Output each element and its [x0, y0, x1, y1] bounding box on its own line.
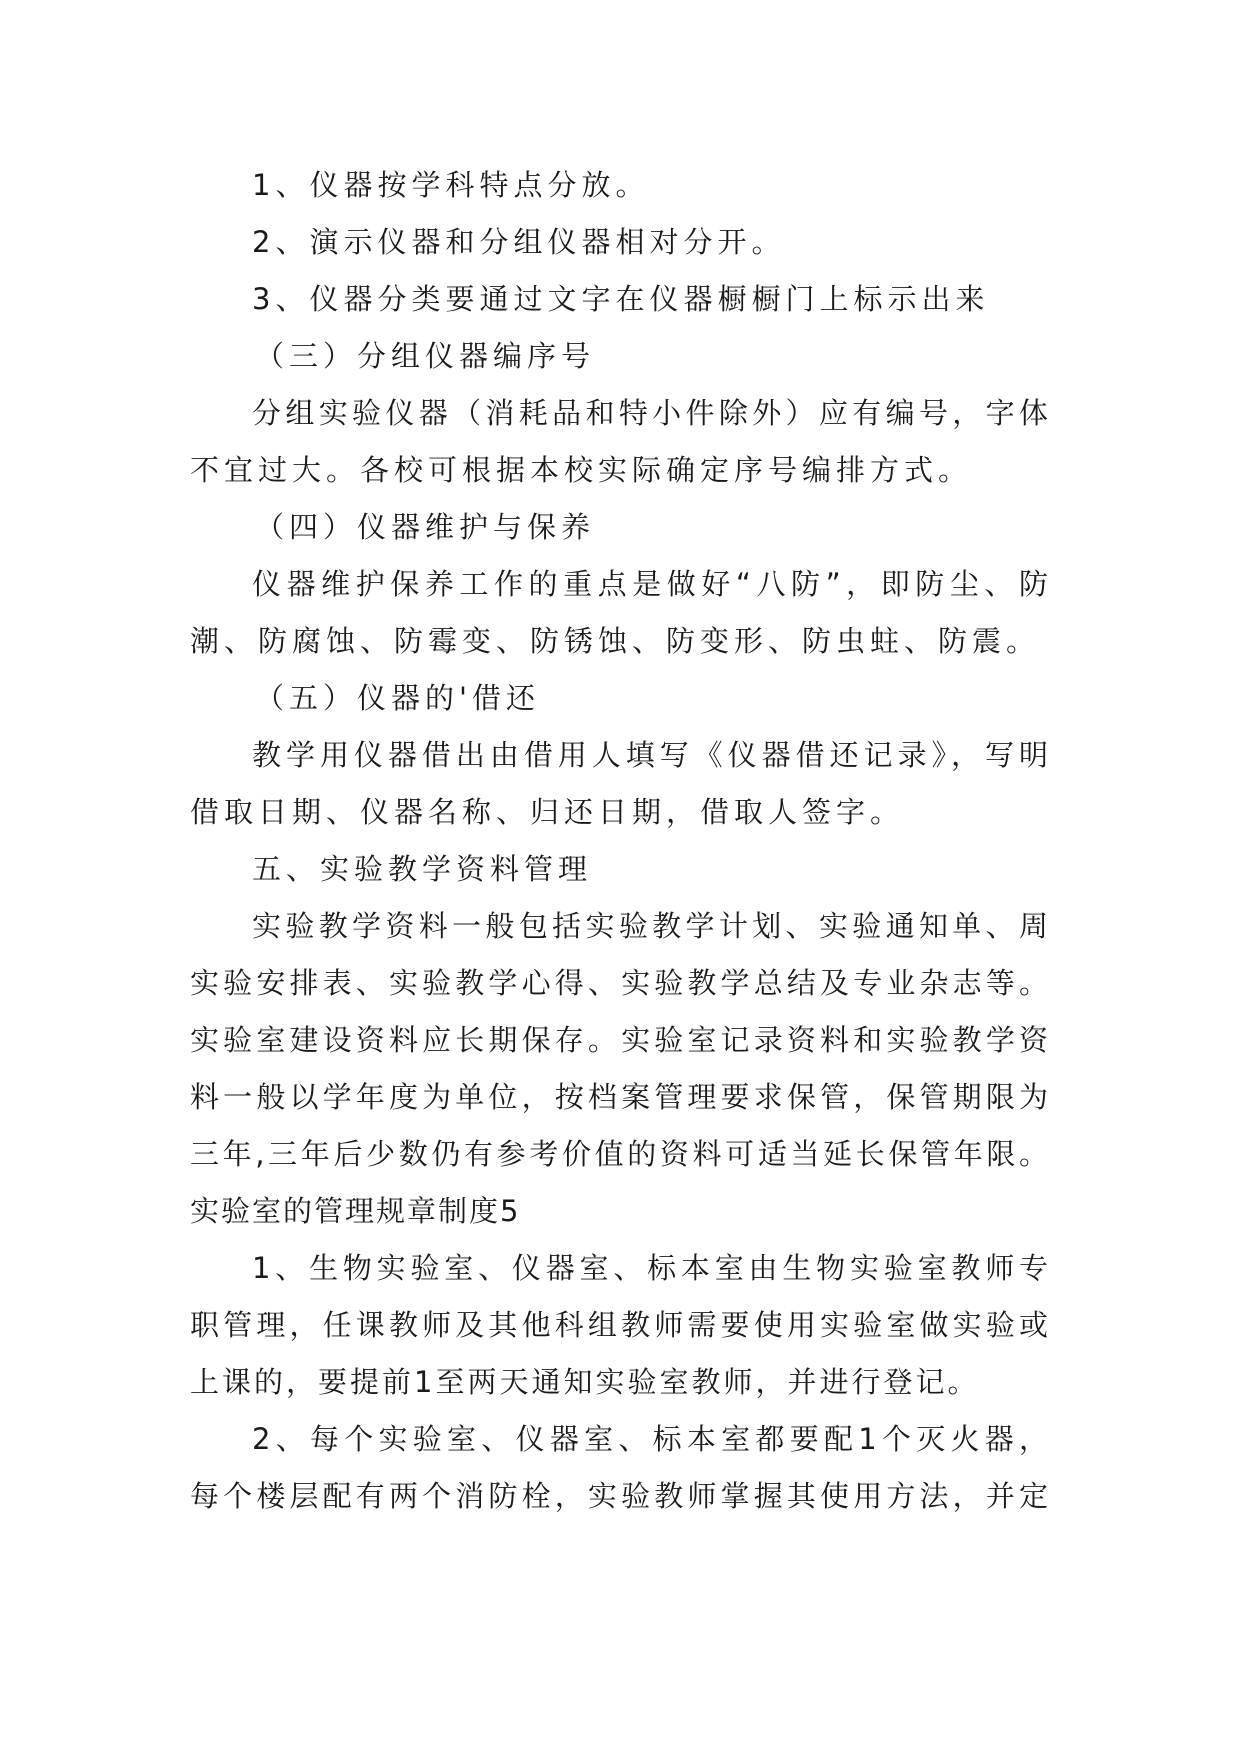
paragraph-line: 教学用仪器借出由借用人填写《仪器借还记录》，写明	[252, 738, 1048, 772]
paragraph-line: 上课的，要提前1至两天通知实验室教师，并进行登记。	[190, 1365, 980, 1399]
section-heading-five: 五、实验教学资料管理	[252, 852, 593, 886]
paragraph-line: 1、生物实验室、仪器室、标本室由生物实验室教师专	[252, 1251, 1048, 1285]
paragraph-line: 实验安排表、实验教学心得、实验教学总结及专业杂志等。	[190, 966, 1048, 1000]
list-item-3: 3、仪器分类要通过文字在仪器橱橱门上标示出来	[252, 282, 990, 316]
list-item-1: 1、仪器按学科特点分放。	[252, 168, 650, 202]
paragraph-line: 三年,三年后少数仍有参考价值的资料可适当延长保管年限。	[190, 1137, 1048, 1171]
section-heading-4: （四）仪器维护与保养	[255, 510, 596, 544]
paragraph-line: 分组实验仪器（消耗品和特小件除外）应有编号，字体	[252, 396, 1048, 430]
paragraph-line: 仪器维护保养工作的重点是做好“八防”，即防尘、防	[252, 567, 1048, 601]
section-heading-5: （五）仪器的'借还	[255, 681, 540, 715]
document-title: 实验室的管理规章制度5	[190, 1194, 521, 1228]
paragraph-line: 2、每个实验室、仪器室、标本室都要配1个灭火器，	[252, 1422, 1048, 1456]
paragraph-line: 潮、防腐蚀、防霉变、防锈蚀、防变形、防虫蛀、防震。	[190, 624, 1041, 658]
paragraph-line: 料一般以学年度为单位，按档案管理要求保管，保管期限为	[190, 1080, 1048, 1114]
section-heading-3: （三）分组仪器编序号	[255, 339, 596, 373]
list-item-2: 2、演示仪器和分组仪器相对分开。	[252, 225, 786, 259]
paragraph-line: 不宜过大。各校可根据本校实际确定序号编排方式。	[190, 453, 973, 487]
paragraph-line: 实验室建设资料应长期保存。实验室记录资料和实验教学资	[190, 1023, 1048, 1057]
paragraph-line: 实验教学资料一般包括实验教学计划、实验通知单、周	[252, 909, 1048, 943]
paragraph-line: 每个楼层配有两个消防栓，实验教师掌握其使用方法，并定	[190, 1479, 1048, 1513]
paragraph-line: 借取日期、仪器名称、归还日期，借取人签字。	[190, 795, 905, 829]
paragraph-line: 职管理，任课教师及其他科组教师需要使用实验室做实验或	[190, 1308, 1048, 1342]
